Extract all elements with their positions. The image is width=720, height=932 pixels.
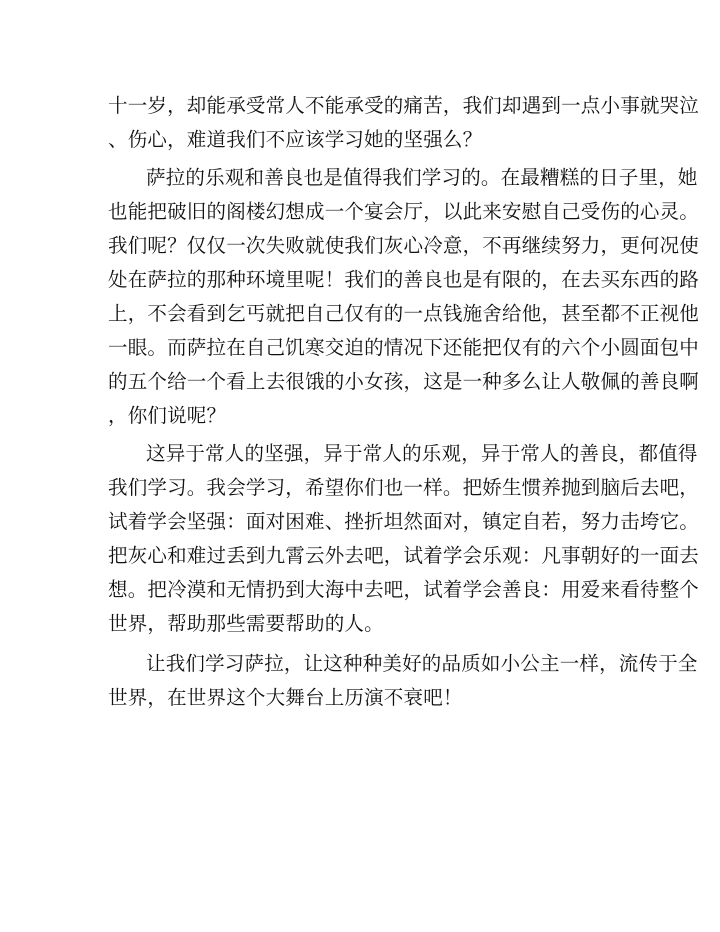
text-line: 的五个给一个看上去很饿的小女孩，这是一种多么让人敬佩的善良啊 [108, 370, 700, 393]
text-line: 一眼。而萨拉在自己饥寒交迫的情况下还能把仅有的六个小圆面包中 [108, 336, 700, 359]
text-line: 试着学会坚强：面对困难、挫折坦然面对，镇定自若，努力击垮它。 [108, 510, 700, 533]
text-line: 十一岁，却能承受常人不能承受的痛苦，我们却遇到一点小事就哭泣 [108, 94, 700, 117]
text-line: ，你们说呢？ [108, 404, 227, 427]
paragraph-first-line: 萨拉的乐观和善良也是值得我们学习的。在最糟糕的日子里，她 [146, 166, 698, 189]
text-line: 世界，帮助那些需要帮助的人。 [108, 612, 384, 635]
text-line: 想。把冷漠和无情扔到大海中去吧，试着学会善良：用爱来看待整个 [108, 578, 700, 601]
text-line: 我们学习。我会学习，希望你们也一样。把娇生惯养抛到脑后去吧， [108, 476, 700, 499]
text-line: 上，不会看到乞丐就把自己仅有的一点钱施舍给他，甚至都不正视他 [108, 302, 700, 325]
paragraph-first-line: 这异于常人的坚强，异于常人的乐观，异于常人的善良，都值得 [146, 442, 698, 465]
text-line: 也能把破旧的阁楼幻想成一个宴会厅，以此来安慰自己受伤的心灵。 [108, 200, 700, 223]
text-line: 、伤心，难道我们不应该学习她的坚强么？ [108, 128, 483, 151]
text-line: 世界，在世界这个大舞台上历演不衰吧！ [108, 686, 463, 709]
text-line: 处在萨拉的那种环境里呢！我们的善良也是有限的，在去买东西的路 [108, 268, 700, 291]
text-line: 我们呢？仅仅一次失败就使我们灰心冷意，不再继续努力，更何况使 [108, 234, 700, 257]
paragraph-first-line: 让我们学习萨拉，让这种种美好的品质如小公主一样，流传于全 [146, 652, 698, 675]
text-line: 把灰心和难过丢到九霄云外去吧，试着学会乐观：凡事朝好的一面去 [108, 544, 700, 567]
